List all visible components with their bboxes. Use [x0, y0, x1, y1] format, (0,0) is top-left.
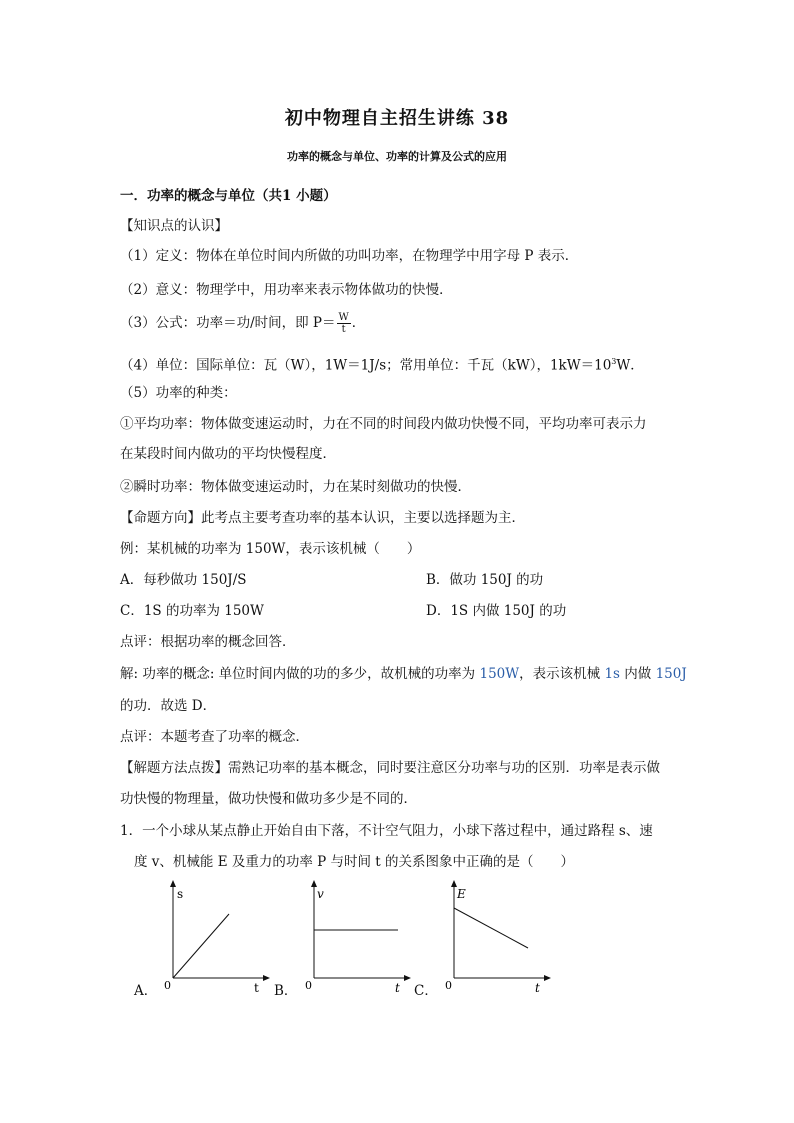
solution-text-2: ，表示该机械	[519, 666, 605, 682]
knowledge-types: （5）功率的种类：	[120, 385, 237, 401]
proposition-direction: 【命题方向】此考点主要考查功率的基本认识，主要以选择题为主．	[120, 510, 525, 526]
page-subtitle: 功率的概念与单位、功率的计算及公式的应用	[287, 150, 507, 163]
option-c: C．1S 的功率为 150W	[120, 603, 264, 619]
page-title: 初中物理自主招生讲练 38	[284, 108, 510, 129]
instant-power: ②瞬时功率：物体做变速运动时，力在某时刻做功的快慢．	[120, 479, 471, 495]
formula-prefix: （3）公式：功率＝功/时间，即 P＝	[120, 315, 336, 331]
graph-b-x-arrow	[404, 975, 411, 981]
solution-line1	[120, 664, 687, 684]
formula-fraction	[337, 312, 351, 335]
example-question: 例：某机械的功率为 150W，表示该机械（ ）	[120, 541, 421, 557]
graph-c-ylabel: E	[457, 887, 466, 901]
graph-b-origin: 0	[305, 979, 312, 992]
knowledge-units	[120, 352, 644, 376]
graph-c-option: C．	[414, 983, 438, 999]
option-d: D．1S 内做 150J 的功	[426, 603, 567, 619]
graph-c-x-arrow	[544, 975, 551, 981]
graph-b-option: B．	[274, 983, 298, 999]
question-1-line1: 1．一个小球从某点静止开始自由下落，不计空气阻力，小球下落过程中，通过路程 s、速	[120, 823, 653, 839]
average-power-line1: ①平均功率：物体做变速运动时，力在不同的时间段内做功快慢不同，平均功率可表示力	[120, 416, 647, 432]
graph-c	[436, 878, 561, 993]
graph-a-origin: 0	[164, 979, 171, 992]
graph-b-y-arrow	[311, 880, 317, 887]
solution-value-power: 150W	[479, 666, 520, 682]
solution-value-work: 150J	[655, 666, 687, 682]
graph-b	[296, 878, 421, 993]
fraction-numerator: W	[338, 312, 349, 323]
knowledge-header: 【知识点的认识】	[120, 218, 228, 234]
graph-a-line	[173, 914, 229, 978]
option-a: A．每秒做功 150J/S	[120, 572, 247, 588]
question-1-line2: 度 v、机械能 E 及重力的功率 P 与时间 t 的关系图象中正确的是（ ）	[134, 854, 575, 870]
graph-c-y-arrow	[451, 880, 457, 887]
knowledge-meaning: （2）意义：物理学中，用功率来表示物体做功的快慢．	[120, 282, 453, 298]
section-heading: 一．功率的概念与单位（共1 小题）	[120, 188, 337, 204]
graph-b-xlabel: t	[395, 981, 400, 993]
solution-value-time: 1s	[604, 666, 620, 682]
graph-a	[155, 878, 280, 993]
fraction-denominator: t	[341, 324, 346, 335]
graph-a-option: A．	[134, 983, 158, 999]
comment-1: 点评：根据功率的概念回答．	[120, 634, 296, 650]
graph-a-xlabel: t	[254, 981, 259, 993]
knowledge-formula	[120, 312, 365, 335]
graph-c-origin: 0	[445, 979, 452, 992]
graph-c-xlabel: t	[535, 981, 540, 993]
graph-a-y-arrow	[170, 880, 176, 887]
solution-text-3: 内做	[619, 666, 656, 682]
units-suffix: W．	[616, 357, 644, 374]
knowledge-definition: （1）定义：物体在单位时间内所做的功叫功率，在物理学中用字母 P 表示．	[120, 248, 579, 264]
method-line2: 功快慢的物理量，做功快慢和做功多少是不同的．	[120, 791, 417, 807]
solution-line2: 的功．故选 D．	[120, 698, 217, 714]
units-prefix: （4）单位：国际单位：瓦（W），1W＝1J/s；常用单位：千瓦（kW），1kW＝10	[120, 357, 612, 374]
formula-suffix: ．	[351, 315, 366, 331]
average-power-line2: 在某段时间内做功的平均快慢程度．	[120, 446, 336, 462]
graph-a-ylabel: s	[177, 887, 184, 901]
comment-2: 点评：本题考查了功率的概念．	[120, 729, 309, 745]
option-b: B．做功 150J 的功	[426, 572, 544, 588]
solution-text-1: 解: 功率的概念: 单位时间内做的功的多少，故机械的功率为	[120, 666, 480, 682]
graph-b-ylabel: v	[317, 887, 324, 901]
method-line1: 【解题方法点拨】需熟记功率的基本概念，同时要注意区分功率与功的区别．功率是表示做	[120, 760, 660, 776]
graph-c-line	[454, 908, 528, 948]
units-exponent: 3	[611, 357, 617, 366]
graph-a-x-arrow	[263, 975, 270, 981]
